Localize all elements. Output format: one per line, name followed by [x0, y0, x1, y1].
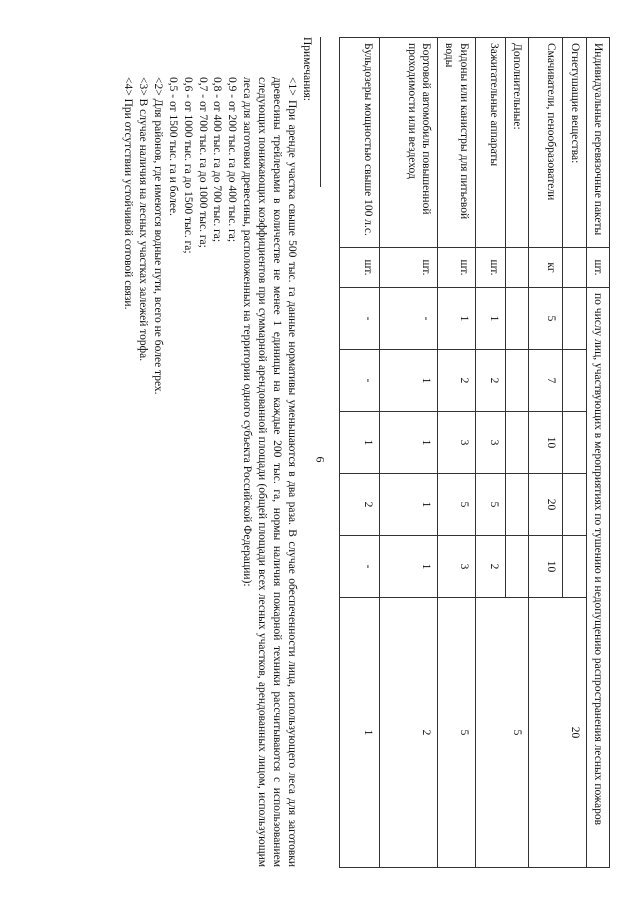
- span-text: по числу лиц, участвующих в мероприятиях по тушению и недопущению распространения лесных пожаров: [586, 288, 609, 868]
- row-unit: шт.: [340, 248, 380, 288]
- page-number: 6: [313, 456, 328, 463]
- cell: 5: [475, 474, 505, 536]
- notes-block: [120, 37, 314, 867]
- coef-item: 0,6 - от 1000 тыс. га до 1500 тыс. га;: [181, 77, 194, 254]
- note-2: <2> Для районов, где имеются водные пути, всего не более трех.: [151, 77, 164, 395]
- table-row: [586, 38, 609, 868]
- cell: 1: [475, 288, 505, 350]
- cell: 20: [529, 474, 563, 536]
- note-4: <4> При отсутствии устойчивой сотовой связи.: [121, 77, 134, 310]
- row-unit: шт.: [475, 248, 505, 288]
- cell: 1: [380, 536, 438, 598]
- footnote-separator: [320, 37, 321, 187]
- row-unit: шт.: [586, 248, 609, 288]
- cell: 1: [380, 350, 438, 412]
- notes-title: Примечания:: [301, 37, 314, 101]
- cell: -: [380, 288, 438, 350]
- note-1: <1> При аренде участка свыше 500 тыс. га данные нормативы уменьшаются в два раза. В случае обеспеченности лица, использующего леса для заготовки древесины трейлерами в количестве не менее 1 единицы на каждые 200 тыс. га, нормы наличия пожарной техники рассчитываются с использованием следующих понижающих коэффициентов при суммарной арендованной площади (общей площади всех лесных участков, арендованных лицом, использующим леса для заготовки древесины, расположенных на территории одного субъекта Российской Федерации):: [241, 77, 299, 867]
- row-name: Бульдозеры мощностью свыше 100 л.с.: [340, 38, 380, 248]
- cell: 1: [340, 412, 380, 474]
- cell: 10: [529, 412, 563, 474]
- row-unit: шт.: [438, 248, 476, 288]
- table-row: [505, 38, 528, 868]
- cell: 2: [380, 598, 438, 868]
- cell: -: [340, 350, 380, 412]
- row-name: Огнетушащие вещества:: [563, 38, 586, 248]
- cell: 2: [438, 350, 476, 412]
- cell: -: [340, 288, 380, 350]
- cell: -: [340, 536, 380, 598]
- row-name: Бортовой автомобиль повышенной проходимости или вездеход: [380, 38, 438, 248]
- note-3: <3> В случае наличия на лесных участках залежей торфа.: [136, 77, 149, 362]
- cell: 7: [529, 350, 563, 412]
- row-name: Дополнительные:: [505, 38, 528, 248]
- cell: 5: [475, 598, 528, 868]
- coef-item: 0,9 - от 200 тыс. га до 400 тыс. га;: [226, 77, 239, 243]
- table-row: [563, 38, 586, 868]
- cell: 1: [340, 598, 380, 868]
- row-name: Смачиватели, пенообразователи: [529, 38, 563, 248]
- cell: 3: [438, 536, 476, 598]
- cell: 1: [380, 474, 438, 536]
- row-unit: шт.: [380, 248, 438, 288]
- cell: 5: [438, 598, 476, 868]
- cell: 2: [475, 536, 505, 598]
- cell: 5: [529, 288, 563, 350]
- cell: 3: [475, 412, 505, 474]
- table-row: [438, 38, 476, 868]
- cell: 3: [438, 412, 476, 474]
- row-unit: кг: [529, 248, 563, 288]
- row-name: Индивидуальные перевязочные пакеты: [586, 38, 609, 248]
- cell: 2: [340, 474, 380, 536]
- coef-item: 0,7 - от 700 тыс. га до 1000 тыс. га;: [196, 77, 209, 248]
- cell: 1: [438, 288, 476, 350]
- coef-item: 0,8 - от 400 тыс. га до 700 тыс. га;: [211, 77, 224, 243]
- cell: 20: [529, 598, 586, 868]
- rotated-content: [30, 37, 610, 867]
- cell: 2: [475, 350, 505, 412]
- row-name: Зажигательные аппараты: [475, 38, 505, 248]
- table-row: [340, 38, 380, 868]
- cell: 10: [529, 536, 563, 598]
- cell: 1: [380, 412, 438, 474]
- table-row: [380, 38, 438, 868]
- row-name: Бидоны или канистры для питьевой воды: [438, 38, 476, 248]
- coef-item: 0,5 - от 1500 тыс. га и более.: [166, 77, 179, 216]
- equipment-table: [339, 37, 610, 868]
- cell: 5: [438, 474, 476, 536]
